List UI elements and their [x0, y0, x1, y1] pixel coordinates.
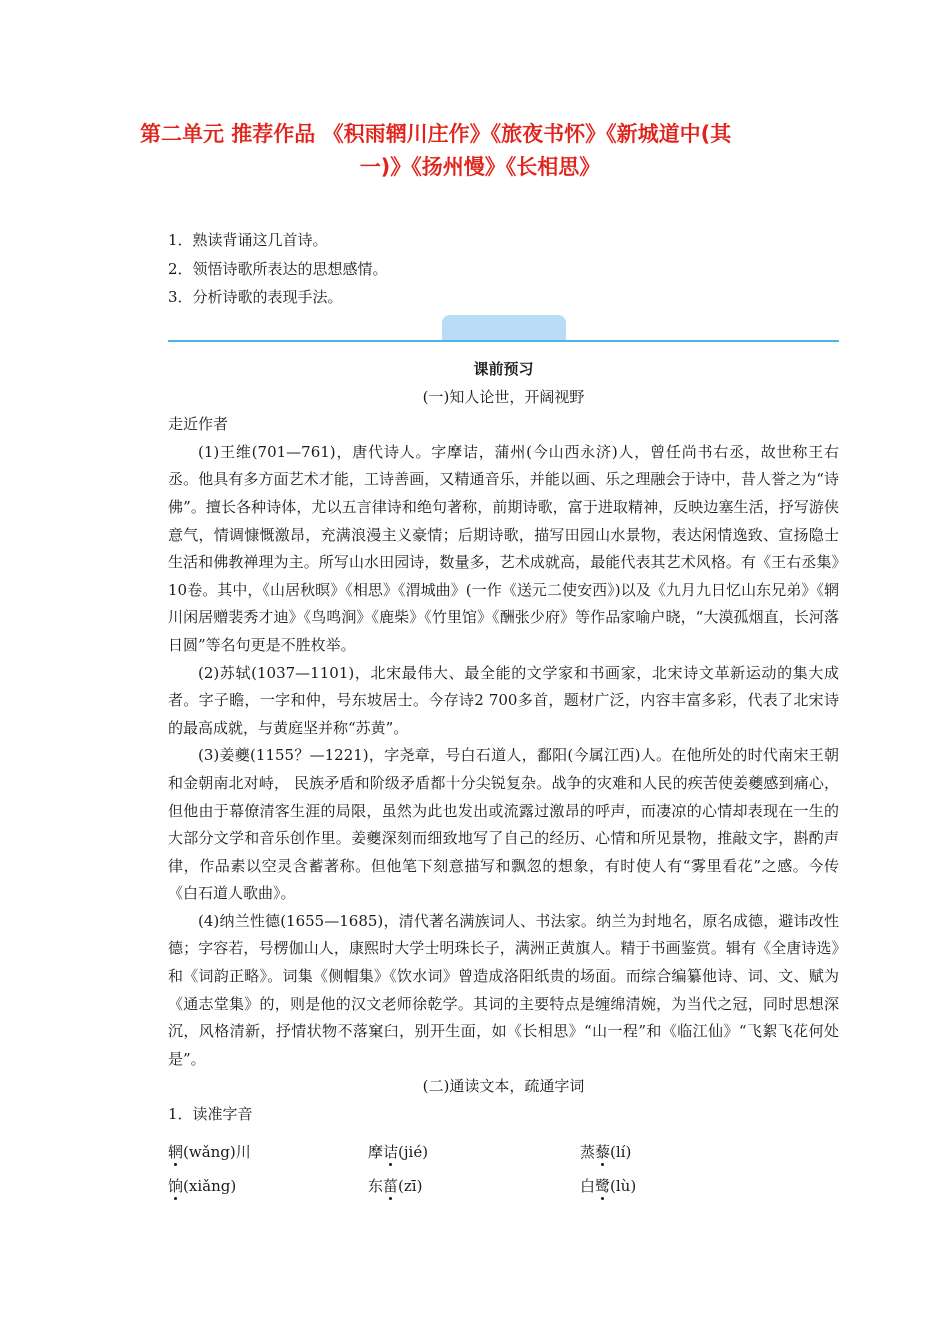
title-line-2: 一)》《扬州慢》《长相思》 [359, 155, 601, 179]
author-paragraph-jiangkui: (3)姜夔(1155？—1221)，字尧章，号白石道人，鄱阳(今属江西)人。在他所处的时代南宋王朝和金朝南北对峙， 民族矛盾和阶级矛盾都十分尖锐复杂。战争的灾难和人民的疾苦使姜夔感到痛心，但他由于幕僚清客生涯的局限，虽然为此也发出或流露过激昂的呼声，而凄凉的心情却表现在一生的大部分文学和音乐创作里。姜夔深刻而细致地写了自己的经历、心情和所见景物，推敲文字，斟酌声律，作品素以空灵含蓄著称。但他笔下刻意描写和飘忽的想象，有时使人有“雾里看花”之感。今传《白石道人歌曲》。 [168, 746, 839, 903]
author-paragraph-sushi: (2)苏轼(1037—1101)，北宋最伟大、最全能的文学家和书画家，北宋诗文革新运动的集大成者。字子瞻，一字和仲，号东坡居士。今存诗2 700多首，题材广泛，内容丰富多彩，代表了北宋诗的最高成就，与黄庭坚并称“苏黄”。 [168, 663, 839, 737]
goal-item: 2．领悟诗歌所表达的思想感情。 [168, 259, 388, 278]
pronunciation-item: 饷(xiǎng) [168, 1176, 237, 1195]
goal-item: 1．熟读背诵这几首诗。 [168, 231, 328, 249]
section-tab-decoration [442, 315, 566, 341]
subsection-label-2: 1．读准字音 [168, 1105, 253, 1124]
author-paragraph-nalan: (4)纳兰性德(1655—1685)，清代著名满族词人、书法家。纳兰为封地名，原名成德，避讳改性德；字容若，号楞伽山人，康熙时大学士明珠长子，满洲正黄旗人。精于书画鉴赏。辑有《全唐诗选》和《词韵正略》。词集《侧帽集》《饮水词》曾造成洛阳纸贵的场面。而综合编纂他诗、词、文、赋为《通志堂集》的，则是他的汉文老师徐乾学。其词的主要特点是缠绵清婉，为当代之冠，同时思想深沉，风格清新，抒情状物不落窠臼，别开生面，如《长相思》“山一程”和《临江仙》“飞絮飞花何处是”。 [168, 911, 839, 1068]
pronunciation-item: 白鹭(lù) [580, 1176, 637, 1195]
subsection-title-1: (一)知人论世，开阔视野 [422, 387, 585, 406]
pronunciation-item: 辋(wǎng)川 [168, 1142, 251, 1161]
pronunciation-item: 东菑(zī) [368, 1176, 423, 1195]
document-body [168, 356, 839, 1203]
learning-goals [168, 226, 388, 312]
section-divider [168, 340, 839, 342]
subsection-label-1: 走近作者 [168, 415, 229, 434]
author-paragraph-wangwei: (1)王维(701—761)，唐代诗人。字摩诘，蒲州(今山西永济)人，曾任尚书右丞，故世称王右丞。他具有多方面艺术才能，工诗善画，又精通音乐，并能以画、乐之理融会于诗中，昔人誉之为“诗佛”。擅长各种诗体，尤以五言律诗和绝句著称，前期诗歌，富于进取精神，反映边塞生活，抒写游侠意气，情调慷慨激昂，充满浪漫主义豪情；后期诗歌，描写田园山水景物，表达闲情逸致、宣扬隐士生活和佛教禅理为主。所写山水田园诗，数量多，艺术成就高，最能代表其艺术风格。有《王右丞集》10卷。其中，《山居秋暝》《相思》《渭城曲》(一作《送元二使安西》)以及《九月九日忆山东兄弟》《辋川闲居赠裴秀才迪》《鸟鸣涧》《鹿柴》《竹里馆》《酬张少府》等作品家喻户晓，“大漠孤烟直，长河落日圆”等名句更是不胜枚举。 [168, 442, 839, 654]
title-line-1: 第二单元 推荐作品 《积雨辋川庄作》《旅夜书怀》《新城道中(其 [140, 122, 732, 146]
pronunciation-grid [168, 1135, 839, 1203]
goal-item: 3．分析诗歌的表现手法。 [168, 288, 343, 306]
subsection-title-2: (二)通读文本，疏通字词 [422, 1077, 585, 1096]
pronunciation-item: 蒸藜(lí) [580, 1142, 632, 1161]
document-title [140, 118, 820, 184]
section-title: 课前预习 [473, 360, 534, 378]
pronunciation-item: 摩诘(jié) [368, 1142, 429, 1161]
